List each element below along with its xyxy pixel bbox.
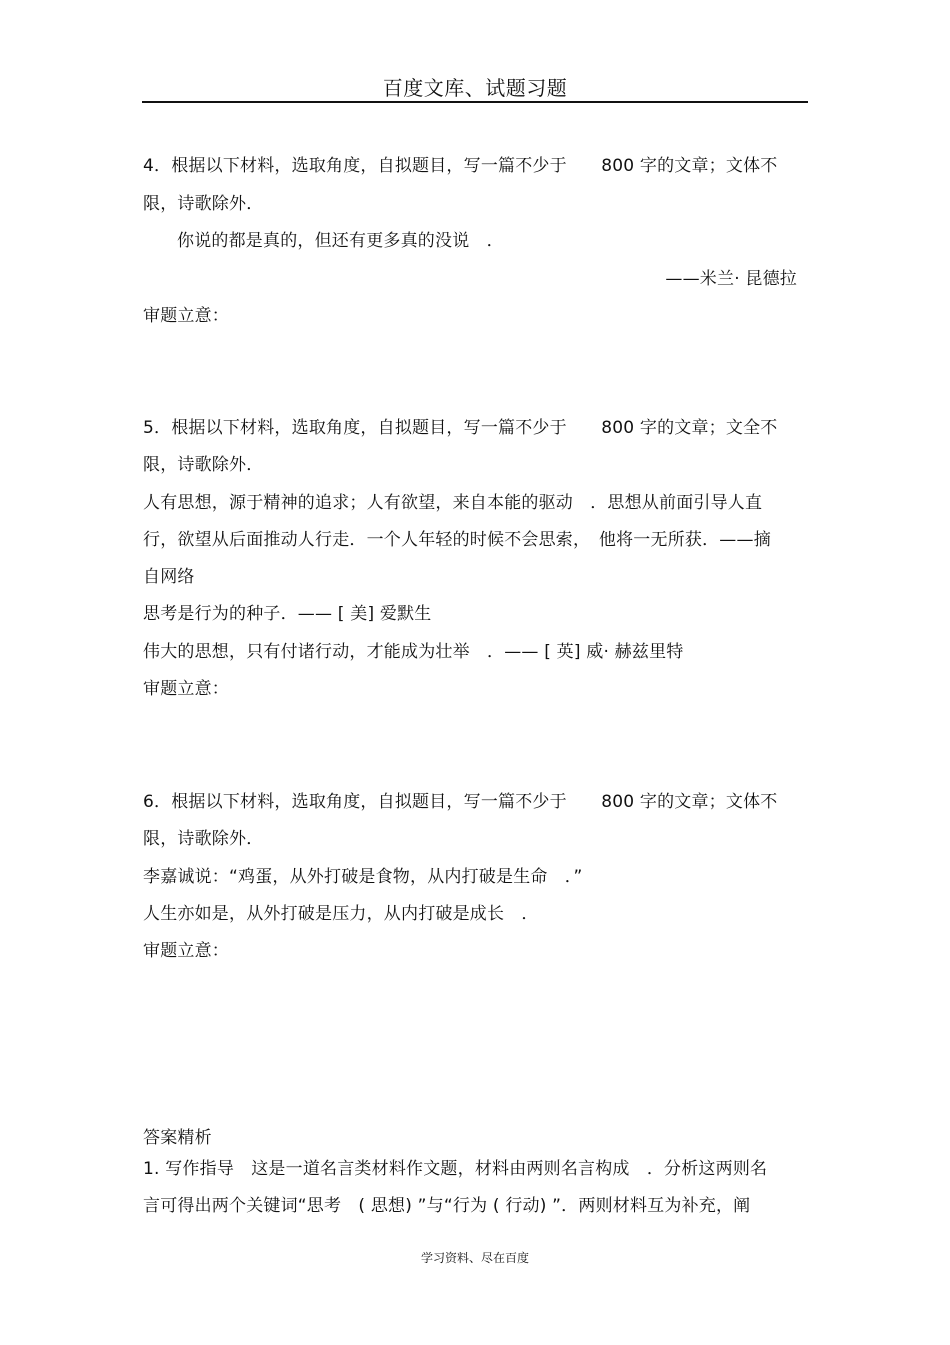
answer-section-title: 答案精析 <box>143 1128 212 1148</box>
header-rule <box>142 101 808 103</box>
q5-prompt-line-2: 限，诗歌除外． <box>143 455 264 475</box>
answer-line-1: 1. 写作指导 这是一道名言类材料作文题，材料由两则名言构成 ．分析这两则名 <box>143 1159 768 1179</box>
q5-analysis-label: 审题立意： <box>143 679 229 699</box>
page-footer: 学习资料、尽在百度 <box>420 1251 529 1265</box>
q5-material-line-5: 伟大的思想，只有付诸行动，才能成为壮举 ．—— [ 英] 威· 赫兹里特 <box>143 642 684 662</box>
q4-attribution: ——米兰· 昆德拉 <box>665 269 797 289</box>
q4-quote: 你说的都是真的，但还有更多真的没说 ． <box>177 231 504 251</box>
page-header-title: 百度文库、试题习题 <box>382 76 568 100</box>
q4-prompt-line-1: 4．根据以下材料，选取角度，自拟题目，写一篇不少于 800 字的文章；文体不 <box>143 156 778 176</box>
answer-line-2: 言可得出两个关键词“思考 ( 思想) ”与“行为 ( 行动) ”．两则材料互为补充，阐 <box>143 1196 751 1216</box>
q6-analysis-label: 审题立意： <box>143 941 229 961</box>
q5-material-line-3: 自网络 <box>143 567 195 587</box>
q5-material-line-4: 思考是行为的种子．—— [ 美] 爱默生 <box>143 604 432 624</box>
q5-material-line-1: 人有思想，源于精神的追求；人有欲望，来自本能的驱动 ．思想从前面引导人直 <box>143 493 763 513</box>
q5-material-line-2: 行，欲望从后面推动人行走．一个人年轻的时候不会思索， 他将一无所获．——摘 <box>143 530 771 550</box>
q6-prompt-line-2: 限，诗歌除外． <box>143 829 264 849</box>
q4-analysis-label: 审题立意： <box>143 306 229 326</box>
q5-prompt-line-1: 5．根据以下材料，选取角度，自拟题目，写一篇不少于 800 字的文章；文全不 <box>143 418 778 438</box>
q6-prompt-line-1: 6．根据以下材料，选取角度，自拟题目，写一篇不少于 800 字的文章；文体不 <box>143 792 778 812</box>
q6-material-line-2: 人生亦如是，从外打破是压力，从内打破是成长 ． <box>143 904 539 924</box>
q4-prompt-line-2: 限，诗歌除外． <box>143 194 264 214</box>
q6-material-line-1: 李嘉诚说：“鸡蛋，从外打破是食物，从内打破是生命 ．” <box>143 867 583 887</box>
